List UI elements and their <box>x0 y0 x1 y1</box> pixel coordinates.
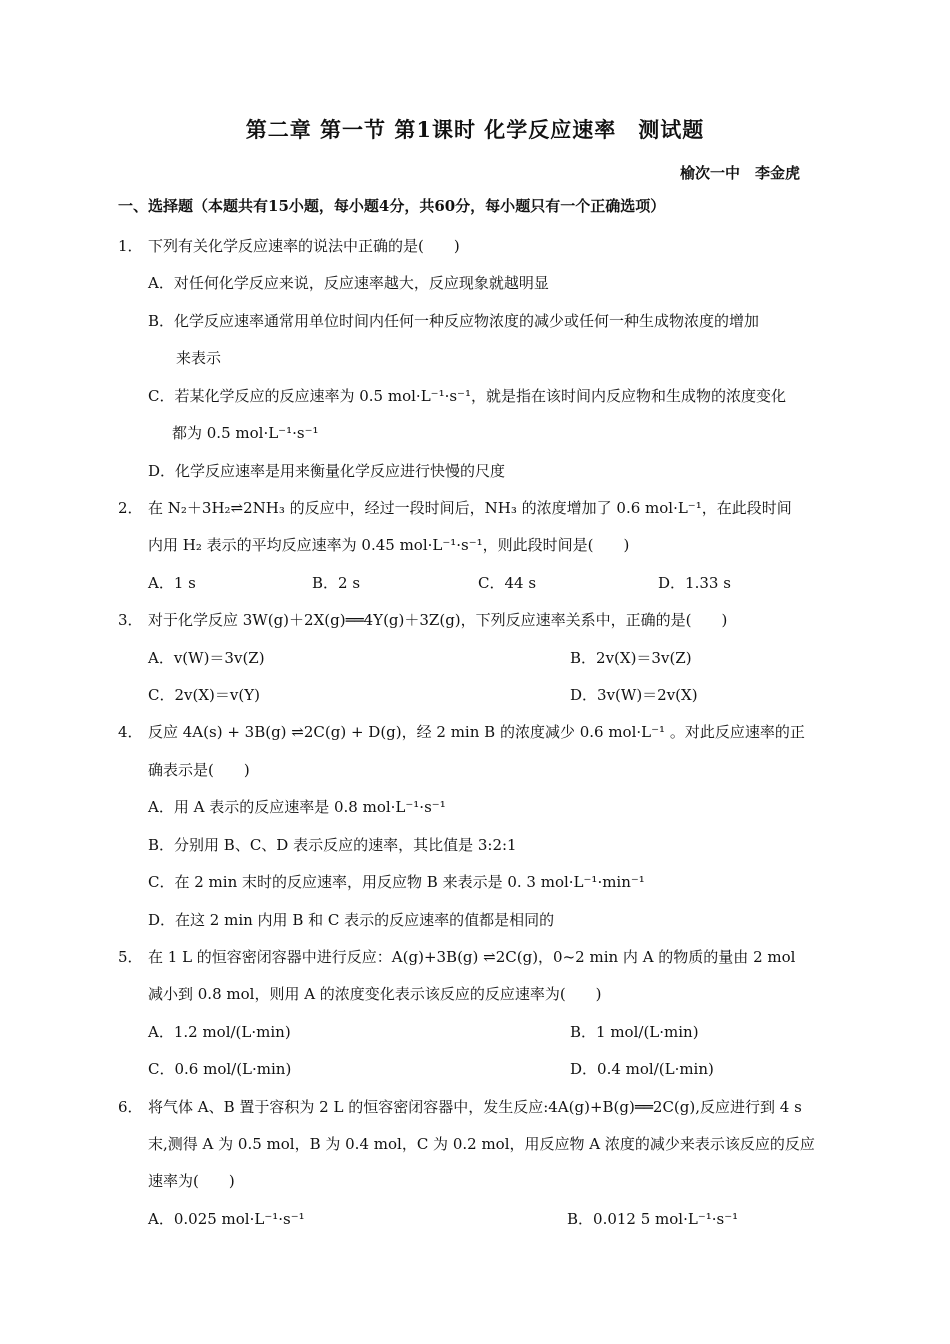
option-d: D．1.33 s <box>658 574 731 592</box>
option-c: C．2v(X)＝v(Y) <box>148 686 260 704</box>
question-stem: 反应 4A(s) + 3B(g) ⇌2C(g) + D(g)，经 2 min B 的浓度减少 0.6 mol·L⁻¹ 。对此反应速率的正 <box>148 723 805 741</box>
option-a: A．对任何化学反应来说，反应速率越大，反应现象就越明显 <box>148 274 549 292</box>
option-a: A．0.025 mol·L⁻¹·s⁻¹ <box>148 1210 305 1228</box>
option-b: B．2 s <box>312 574 361 592</box>
option-b: B．1 mol/(L·min) <box>570 1023 699 1041</box>
question-stem-continued: 确表示是( ) <box>148 761 250 779</box>
question-stem-continued: 末,测得 A 为 0.5 mol，B 为 0.4 mol，C 为 0.2 mol，用反应物 A 浓度的减少来表示该反应的反应 <box>148 1135 815 1153</box>
option-a: A．1 s <box>148 574 196 592</box>
question-stem: 将气体 A、B 置于容积为 2 L 的恒容密闭容器中，发生反应:4A(g)+B(g)══2C(g),反应进行到 4 s <box>148 1098 802 1116</box>
question-number: 4． <box>118 723 143 741</box>
section-heading: 一、选择题（本题共有15小题，每小题4分，共60分，每小题只有一个正确选项） <box>118 197 666 215</box>
option-c: C．若某化学反应的反应速率为 0.5 mol·L⁻¹·s⁻¹，就是指在该时间内反应物和生成物的浓度变化 <box>148 387 786 405</box>
option-a: A．v(W)＝3v(Z) <box>148 649 265 667</box>
option-c: C．0.6 mol/(L·min) <box>148 1060 292 1078</box>
author-line: 榆次一中 李金虎 <box>679 164 800 182</box>
question-stem-continued: 减小到 0.8 mol，则用 A 的浓度变化表示该反应的反应速率为( ) <box>148 985 602 1003</box>
question-number: 3． <box>118 611 143 629</box>
question-stem: 在 N₂＋3H₂⇌2NH₃ 的反应中，经过一段时间后，NH₃ 的浓度增加了 0.6 mol·L⁻¹，在此段时间 <box>148 499 792 517</box>
question-stem: 在 1 L 的恒容密闭容器中进行反应：A(g)+3B(g) ⇌2C(g)，0~2 min 内 A 的物质的量由 2 mol <box>148 948 796 966</box>
option-d: D．3v(W)＝2v(X) <box>570 686 698 704</box>
question-stem-continued: 速率为( ) <box>148 1172 235 1190</box>
option-d: D．在这 2 min 内用 B 和 C 表示的反应速率的值都是相同的 <box>148 911 555 929</box>
option-c: C．44 s <box>478 574 537 592</box>
option-b: B．分别用 B、C、D 表示反应的速率，其比值是 3:2:1 <box>148 836 517 854</box>
question-number: 1． <box>118 237 143 255</box>
option-a: A．用 A 表示的反应速率是 0.8 mol·L⁻¹·s⁻¹ <box>148 798 446 816</box>
question-number: 5． <box>118 948 143 966</box>
option-b: B．化学反应速率通常用单位时间内任何一种反应物浓度的减少或任何一种生成物浓度的增加 <box>148 312 760 330</box>
option-d: D．0.4 mol/(L·min) <box>570 1060 714 1078</box>
question-stem-continued: 内用 H₂ 表示的平均反应速率为 0.45 mol·L⁻¹·s⁻¹，则此段时间是( ) <box>148 536 630 554</box>
question-number: 6． <box>118 1098 143 1116</box>
question-stem: 下列有关化学反应速率的说法中正确的是( ) <box>148 237 460 255</box>
option-b: B．0.012 5 mol·L⁻¹·s⁻¹ <box>567 1210 739 1228</box>
page-title: 第二章 第一节 第1课时 化学反应速率 测试题 <box>245 117 705 142</box>
option-b-continued: 来表示 <box>176 349 222 367</box>
option-d: D．化学反应速率是用来衡量化学反应进行快慢的尺度 <box>148 462 506 480</box>
question-number: 2． <box>118 499 143 517</box>
option-a: A．1.2 mol/(L·min) <box>148 1023 291 1041</box>
option-b: B．2v(X)＝3v(Z) <box>570 649 692 667</box>
option-c-continued: 都为 0.5 mol·L⁻¹·s⁻¹ <box>172 424 319 442</box>
option-c: C．在 2 min 末时的反应速率，用反应物 B 来表示是 0. 3 mol·L⁻¹·min⁻¹ <box>148 873 645 891</box>
question-stem: 对于化学反应 3W(g)＋2X(g)══4Y(g)＋3Z(g)，下列反应速率关系中，正确的是( ) <box>148 611 728 629</box>
